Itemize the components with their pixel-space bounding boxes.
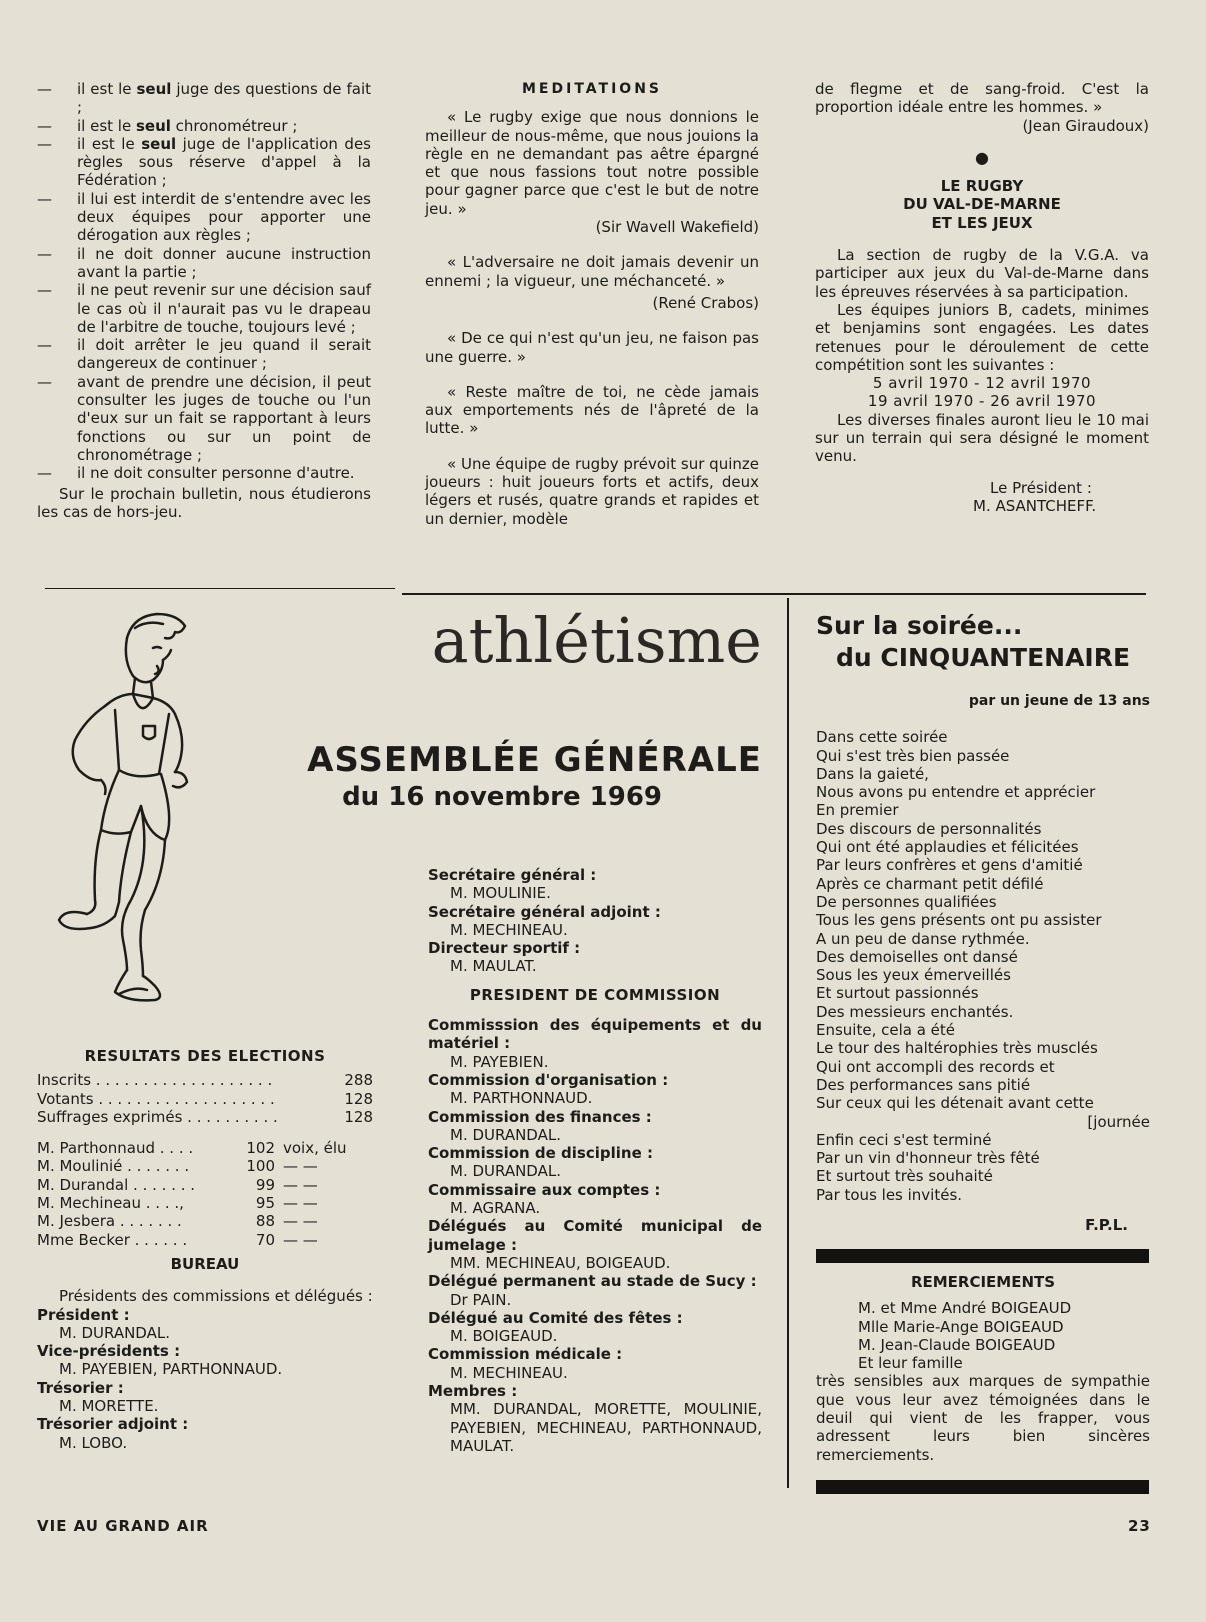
role-holder: M. MECHINEAU.	[450, 920, 568, 939]
role-label: Président :	[37, 1305, 130, 1324]
meditations-author-1: (Sir Wavell Wakefield)	[595, 218, 759, 237]
role-entry	[37, 1342, 373, 1379]
role-label: Vice-présidents :	[37, 1342, 181, 1361]
role-label: Directeur sportif :	[428, 939, 581, 958]
role-entry	[428, 1108, 762, 1145]
bureau-entries	[37, 1306, 373, 1452]
results-title: RESULTATS DES ELECTIONS	[84, 1047, 326, 1065]
footer-magazine: VIE AU GRAND AIR	[37, 1517, 209, 1535]
rule-item: — il doit arrêter le jeu quand il serait dangereux de continuer ;	[37, 336, 371, 373]
role-holder: M. LOBO.	[59, 1433, 128, 1452]
rugby-paragraph-3: Les diverses finales auront lieu le 10 mai sur un terrain qui sera désigné le moment venu.	[815, 410, 1149, 466]
candidate-status: — —	[283, 1230, 318, 1249]
soiree-column	[816, 692, 1150, 1234]
role-holder: M. DURANDAL.	[59, 1323, 170, 1342]
poem-line: Par tous les invités.	[816, 1185, 963, 1204]
role-entry	[428, 1181, 762, 1218]
results-column	[37, 1047, 373, 1452]
runner-illustration	[35, 610, 195, 1025]
poem-line: Enfin ceci s'est terminé	[816, 1130, 992, 1149]
poem-line: Sous les yeux émerveillés	[816, 966, 1011, 985]
rule-item: — il est le seul juge des questions de fait ;	[37, 80, 371, 117]
candidate-status: — —	[283, 1157, 318, 1176]
results-row	[37, 1071, 373, 1089]
remerciements-text: très sensibles aux marques de sympathie que vous leur avez témoignées dans le deuil qui vient de les frapper, vous adressent leurs bien sincères remerciements.	[816, 1372, 1150, 1464]
remerciements-name: Mlle Marie-Ange BOIGEAUD	[858, 1317, 1064, 1336]
results-value: 128	[344, 1107, 373, 1126]
soiree-poem-end	[816, 1131, 1150, 1204]
role-label: Commission des finances :	[428, 1107, 652, 1126]
remerciements-name: M. Jean-Claude BOIGEAUD	[858, 1335, 1056, 1354]
bullet-icon: ●	[975, 147, 989, 167]
poem-line: Dans cette soirée	[816, 728, 948, 747]
meditations-quote-5-continued: de flegme et de sang-froid. C'est la proportion idéale entre les hommes. »	[815, 80, 1149, 117]
candidate-votes: 88	[255, 1212, 275, 1231]
poem-line: Qui ont été applaudies et félicitées	[816, 838, 1079, 857]
rugby-sign-name: M. ASANTCHEFF.	[973, 496, 1097, 515]
rule-item: — il est le seul juge de l'application des règles sous réserve d'appel à la Fédération ;	[37, 135, 371, 190]
role-entry	[37, 1379, 373, 1416]
soiree-signature: F.P.L.	[1085, 1216, 1128, 1235]
poem-line: Ensuite, cela a été	[816, 1021, 956, 1040]
bureau-title: BUREAU	[170, 1254, 240, 1273]
rule-item: — il ne peut revenir sur une décision sauf le cas où il n'aurait pas vu le drapeau de l'arbitre de touche, toujours levé ;	[37, 281, 371, 336]
role-entry	[37, 1306, 373, 1343]
meditations-author-5: (Jean Giraudoux)	[1022, 116, 1149, 135]
role-entry	[428, 1217, 762, 1272]
officers-column	[428, 866, 762, 1455]
rule-item: — il ne doit donner aucune instruction avant la partie ;	[37, 245, 371, 282]
poem-line: Qui ont accompli des records et	[816, 1057, 1055, 1076]
candidate-name: Mme Becker . . . . . .	[37, 1230, 188, 1249]
remerciements-top-bar	[816, 1249, 1149, 1263]
role-holder: M. PAYEBIEN.	[450, 1052, 549, 1071]
poem-line: Nous avons pu entendre et apprécier	[816, 783, 1096, 802]
role-holder: MM. DURANDAL, MORETTE, MOULINIE, PAYEBIEN, MECHINEAU, PARTHONNAUD, MAULAT.	[450, 1400, 762, 1455]
candidate-status: — —	[283, 1212, 318, 1231]
remerciements-bottom-bar	[816, 1480, 1149, 1494]
candidate-votes: 100	[246, 1157, 275, 1176]
candidate-votes: 95	[255, 1194, 275, 1213]
candidate-status: — —	[283, 1175, 318, 1194]
role-label: Commission médicale :	[428, 1345, 623, 1364]
role-holder: M. BOIGEAUD.	[450, 1327, 558, 1346]
rugby-title-2: DU VAL-DE-MARNE	[903, 195, 1061, 214]
rules-closing: Sur le prochain bulletin, nous étudierons les cas de hors-jeu.	[37, 484, 371, 521]
officers-list	[428, 866, 762, 976]
bureau-intro: Présidents des commissions et délégués :	[59, 1287, 373, 1306]
candidate-name: M. Jesbera . . . . . . .	[37, 1212, 182, 1231]
remerciements-names	[816, 1299, 1150, 1372]
poem-line: Qui s'est très bien passée	[816, 746, 1010, 765]
remerciements-name: Et leur famille	[858, 1354, 963, 1373]
soiree-poem	[816, 728, 1150, 1112]
assemblee-title: ASSEMBLÉE GÉNÉRALE	[307, 740, 762, 780]
remerciements-name: M. et Mme André BOIGEAUD	[858, 1299, 1072, 1318]
poem-line: Le tour des haltérophies très musclés	[816, 1039, 1098, 1058]
soiree-heading	[816, 610, 1156, 674]
rule-item: — il lui est interdit de s'entendre avec les deux équipes pour apporter une dérogation aux règles ;	[37, 190, 371, 245]
candidate-votes: 99	[255, 1175, 275, 1194]
candidate-row	[37, 1157, 373, 1175]
role-label: Délégués au Comité municipal de jumelage :	[428, 1217, 762, 1254]
poem-line: Et surtout très souhaité	[816, 1167, 993, 1186]
candidate-row	[37, 1212, 373, 1230]
rule-item: — il est le seul chronométreur ;	[37, 117, 371, 135]
poem-line: Tous les gens présents ont pu assister	[816, 911, 1102, 930]
commission-list	[428, 1016, 762, 1455]
role-label: Commissaire aux comptes :	[428, 1180, 661, 1199]
rule-item: — avant de prendre une décision, il peut consulter les juges de touche ou l'un d'eux sur un fait se rapportant à leurs fonctions ou sur un point de chronométrage ;	[37, 373, 371, 464]
poem-line: Par un vin d'honneur très fêté	[816, 1149, 1040, 1168]
meditations-column	[425, 80, 759, 528]
results-label: Suffrages exprimés . . . . . . . . . .	[37, 1107, 278, 1126]
rules-list	[37, 80, 371, 483]
rugby-title-1: LE RUGBY	[940, 177, 1024, 196]
rule-item: — il ne doit consulter personne d'autre.	[37, 464, 371, 482]
soiree-byline: par un jeune de 13 ans	[968, 693, 1150, 709]
rugby-dates-2: 19 avril 1970 - 26 avril 1970	[867, 392, 1097, 411]
meditations-quote-1: « Le rugby exige que nous donnions le meilleur de nous-même, que nous jouions la règle en ne demandant pas aêtre épargné et que nous fassions tout notre possible pour gagner parce que c'est le but de notre jeu. »	[425, 108, 759, 218]
rules-column	[37, 80, 371, 521]
role-entry	[428, 1016, 762, 1071]
candidate-row	[37, 1176, 373, 1194]
results-value: 128	[344, 1089, 373, 1108]
poem-line: De personnes qualifiées	[816, 892, 997, 911]
role-label: Commission d'organisation :	[428, 1070, 669, 1089]
role-holder: M. DURANDAL.	[450, 1162, 561, 1181]
role-entry	[428, 866, 762, 903]
meditations-author-2: (René Crabos)	[652, 293, 759, 312]
meditations-quote-3: « De ce qui n'est qu'un jeu, ne faison pas une guerre. »	[425, 329, 759, 366]
role-label: Secrétaire général adjoint :	[428, 902, 661, 921]
candidates-table	[37, 1139, 373, 1249]
rugby-dates-1: 5 avril 1970 - 12 avril 1970	[872, 374, 1092, 393]
poem-line: Après ce charmant petit défilé	[816, 874, 1044, 893]
athletisme-title: athlétisme	[431, 604, 762, 677]
role-holder: M. MECHINEAU.	[450, 1363, 568, 1382]
role-label: Délégué permanent au stade de Sucy :	[428, 1272, 757, 1291]
poem-line: En premier	[816, 801, 899, 820]
results-row	[37, 1090, 373, 1108]
poem-line: Des discours de personnalités	[816, 819, 1042, 838]
role-entry	[37, 1415, 373, 1452]
role-holder: M. MAULAT.	[450, 957, 537, 976]
role-holder: M. MORETTE.	[59, 1397, 159, 1416]
results-value: 288	[344, 1071, 373, 1090]
meditations-quote-2: « L'adversaire ne doit jamais devenir un ennemi ; la vigueur, une méchanceté. »	[425, 253, 759, 290]
role-entry	[428, 939, 762, 976]
poem-line: Sur ceux qui les détenait avant cette	[816, 1094, 1094, 1113]
meditations-quote-5: « Une équipe de rugby prévoit sur quinze joueurs : huit joueurs forts et actifs, deux légers et rusés, quatre grands et rapides et un dernier, modèle	[425, 454, 759, 528]
rugby-column	[815, 80, 1149, 515]
candidate-name: M. Durandal . . . . . . .	[37, 1175, 196, 1194]
role-holder: Dr PAIN.	[450, 1290, 512, 1309]
soiree-title-1: Sur la soirée...	[816, 611, 1023, 640]
candidate-name: M. Moulinié . . . . . . .	[37, 1157, 190, 1176]
role-entry	[428, 1309, 762, 1346]
role-holder: M. PARTHONNAUD.	[450, 1089, 593, 1108]
soiree-line-continued: [journée	[1087, 1112, 1150, 1131]
results-row	[37, 1108, 373, 1126]
poem-line: Dans la gaieté,	[816, 764, 929, 783]
candidate-votes: 70	[255, 1230, 275, 1249]
role-label: Commisssion des équipements et du matériel :	[428, 1016, 762, 1053]
rugby-paragraph-2: Les équipes juniors B, cadets, minimes et benjamins sont engagées. Les dates retenues pour le déroulement de cette compétition sont les suivantes :	[815, 300, 1149, 374]
poem-line: Et surtout passionnés	[816, 984, 979, 1003]
results-label: Votants . . . . . . . . . . . . . . . . . . .	[37, 1089, 275, 1108]
poem-line: Des messieurs enchantés.	[816, 1002, 1014, 1021]
assemblee-date: du 16 novembre 1969	[342, 782, 662, 812]
role-entry	[428, 1071, 762, 1108]
rugby-sign-title: Le Président :	[990, 478, 1092, 497]
meditations-quote-4: « Reste maître de toi, ne cède jamais aux emportements nés de l'âpreté de la lutte. »	[425, 382, 759, 438]
role-entry	[428, 1144, 762, 1181]
remerciements-block	[816, 1273, 1150, 1464]
poem-line: Par leurs confrères et gens d'amitié	[816, 856, 1083, 875]
role-entry	[428, 1382, 762, 1455]
poem-line: A un peu de danse rythmée.	[816, 929, 1030, 948]
results-label: Inscrits . . . . . . . . . . . . . . . . . . .	[37, 1071, 273, 1090]
candidate-name: M. Mechineau . . . .,	[37, 1194, 184, 1213]
candidate-row	[37, 1231, 373, 1249]
separator-vertical	[787, 598, 789, 1488]
role-holder: MM. MECHINEAU, BOIGEAUD.	[450, 1253, 671, 1272]
meditations-title: MEDITATIONS	[522, 81, 662, 97]
role-holder: M. DURANDAL.	[450, 1125, 561, 1144]
footer-page-number: 23	[1128, 1517, 1151, 1535]
role-label: Trésorier :	[37, 1378, 124, 1397]
role-holder: M. MOULINIE.	[450, 884, 551, 903]
rugby-paragraph-1: La section de rugby de la V.G.A. va participer aux jeux du Val-de-Marne dans les épreuves réservées à sa participation.	[815, 246, 1149, 301]
role-label: Secrétaire général :	[428, 866, 597, 884]
candidate-votes: 102	[246, 1139, 275, 1158]
remerciements-title: REMERCIEMENTS	[910, 1273, 1056, 1291]
soiree-title-2: du CINQUANTENAIRE	[836, 643, 1131, 672]
candidate-status: — —	[283, 1194, 318, 1213]
commission-title: PRESIDENT DE COMMISSION	[469, 985, 721, 1004]
role-label: Trésorier adjoint :	[37, 1415, 189, 1434]
role-entry	[428, 1272, 762, 1309]
role-entry	[428, 1345, 762, 1382]
role-holder: M. PAYEBIEN, PARTHONNAUD.	[59, 1360, 283, 1379]
separator-left	[45, 588, 395, 589]
role-label: Délégué au Comité des fêtes :	[428, 1308, 683, 1327]
separator-right	[402, 593, 1146, 595]
role-label: Commission de discipline :	[428, 1144, 653, 1163]
assemblee-heading	[200, 740, 762, 814]
poem-line: Des performances sans pitié	[816, 1075, 1031, 1094]
candidate-row	[37, 1194, 373, 1212]
candidate-name: M. Parthonnaud . . . .	[37, 1139, 194, 1158]
results-table	[37, 1071, 373, 1126]
rugby-title-3: ET LES JEUX	[931, 213, 1033, 232]
role-label: Membres :	[428, 1382, 518, 1401]
role-entry	[428, 903, 762, 940]
role-holder: M. AGRANA.	[450, 1199, 541, 1218]
candidate-row	[37, 1139, 373, 1157]
poem-line: Des demoiselles ont dansé	[816, 947, 1018, 966]
candidate-status: voix, élu	[283, 1139, 347, 1158]
